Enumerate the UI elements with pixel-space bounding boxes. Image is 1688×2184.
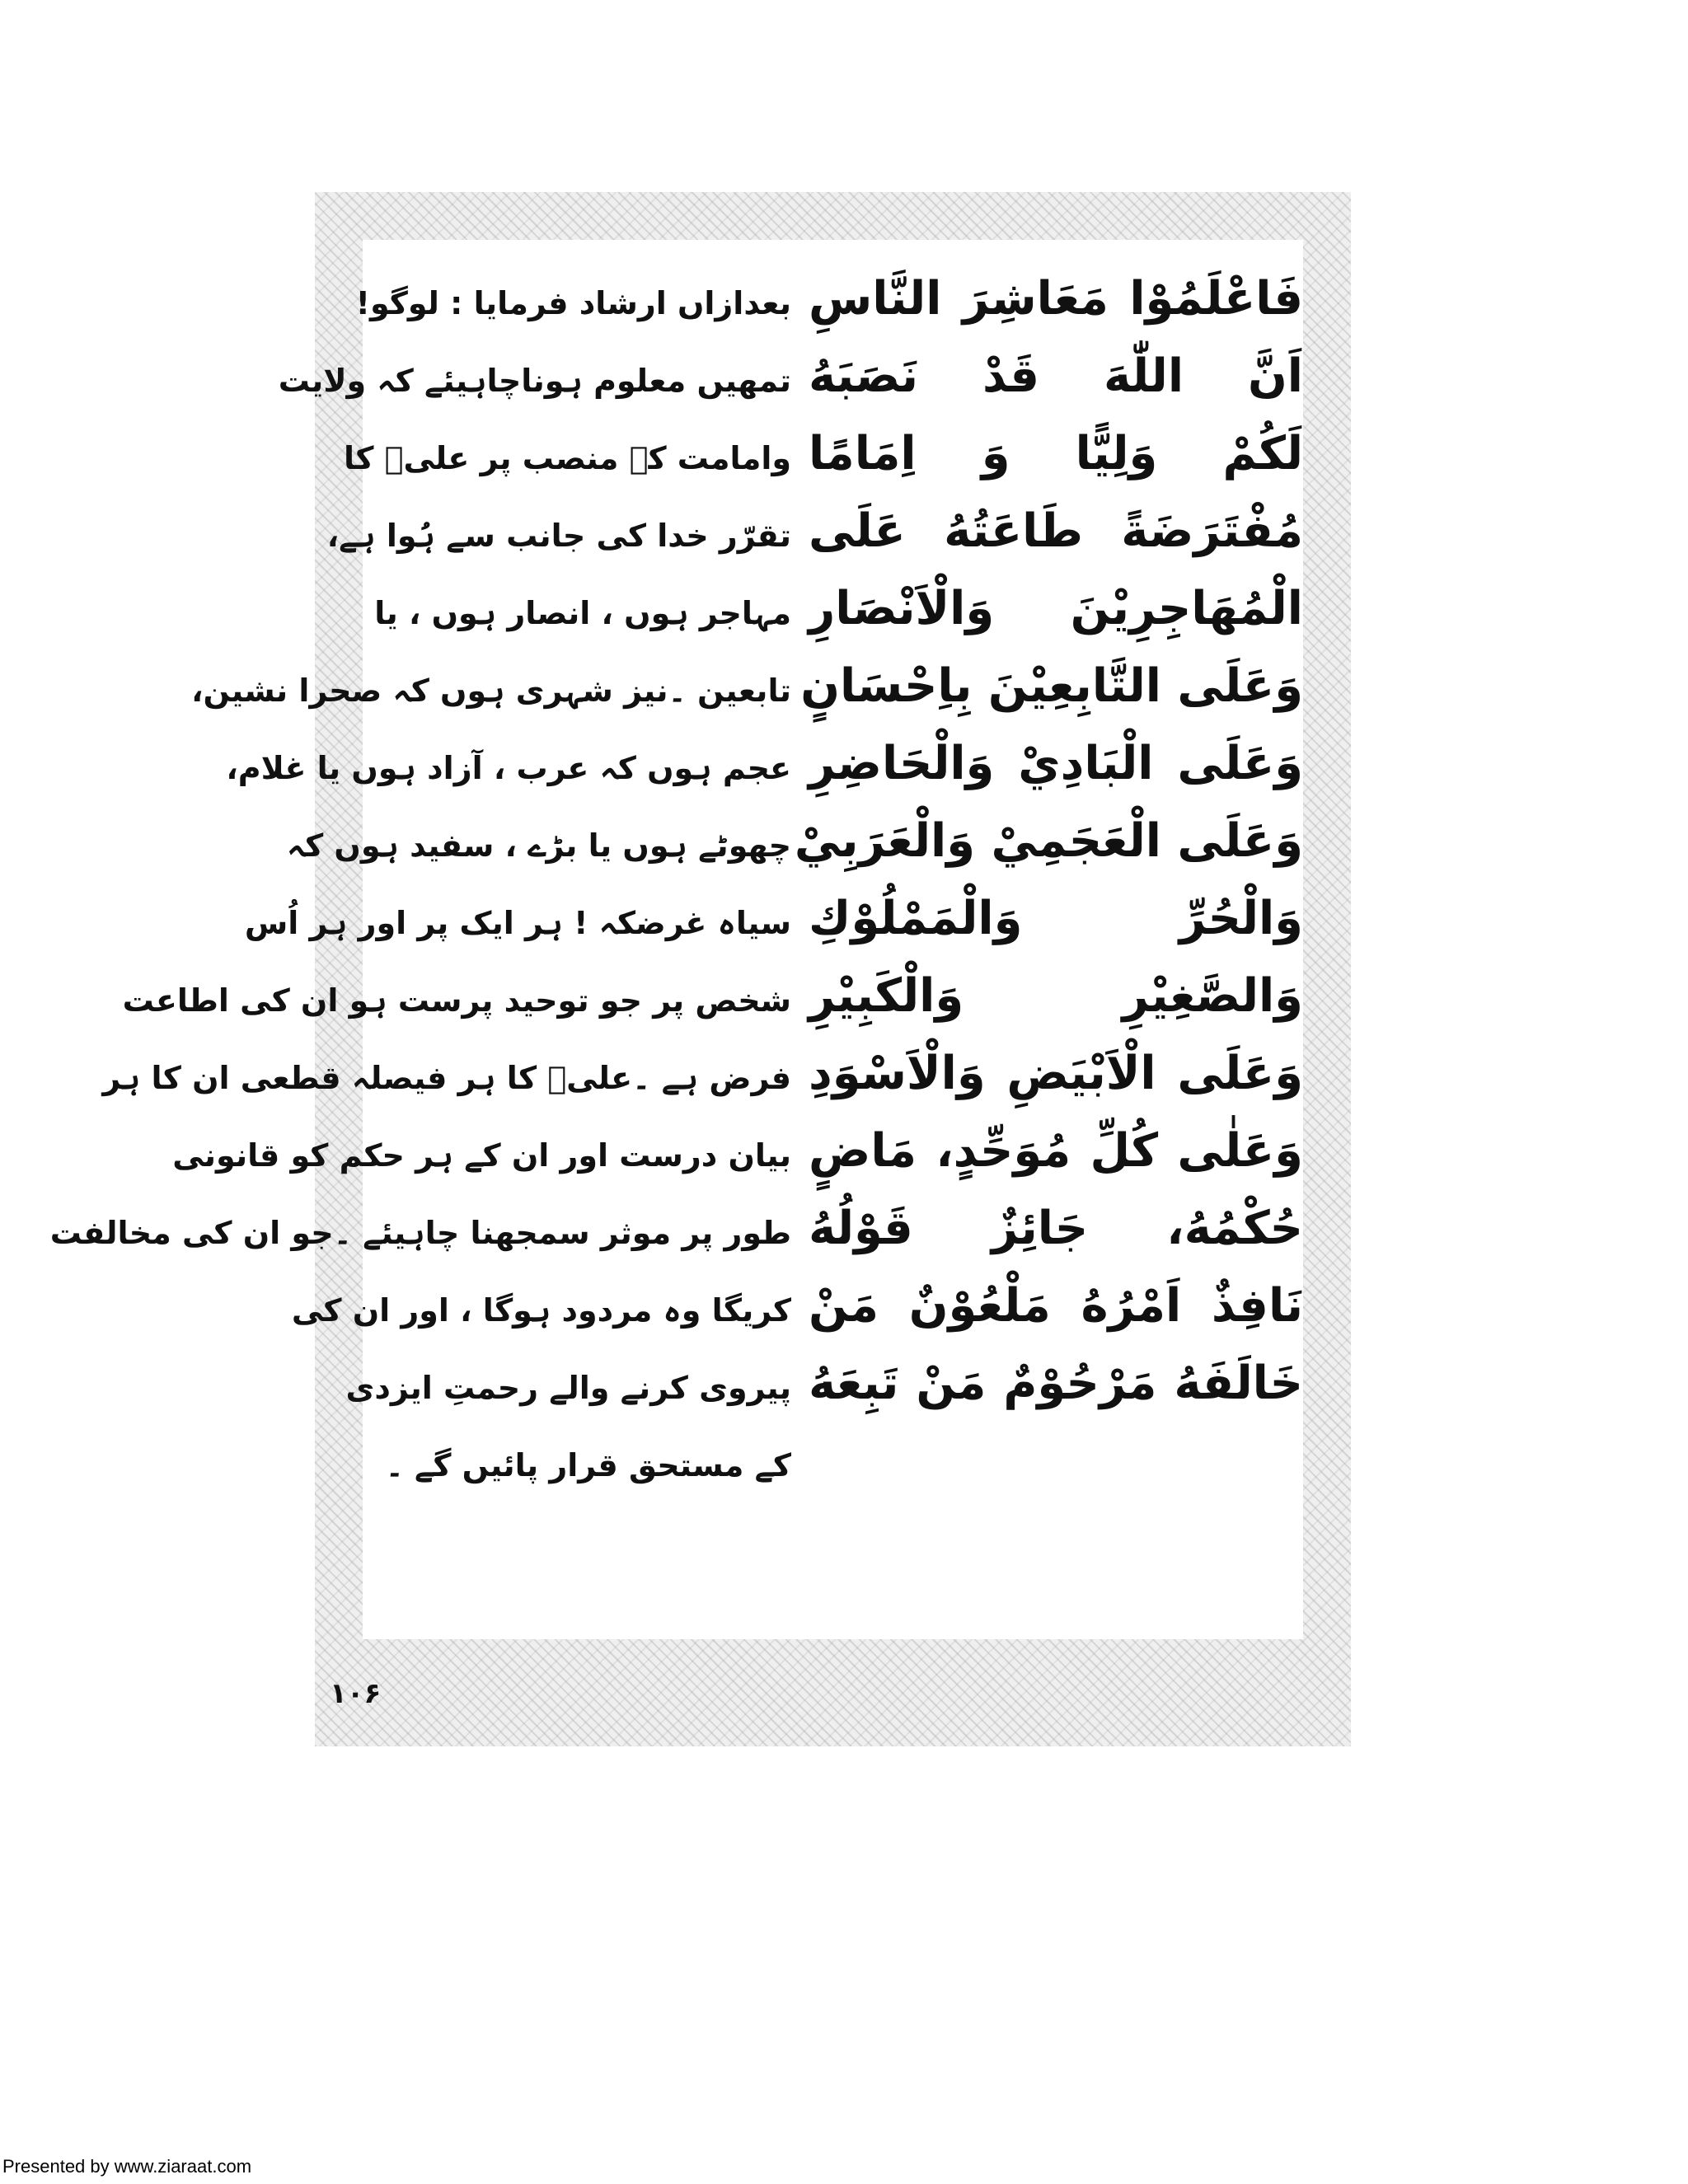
urdu-line: کریگا وہ مردود ہوگا ، اور ان کی [291, 1292, 791, 1329]
arabic-line: لَكُمْ وَلِيًّا وَ اِمَامًا [809, 427, 1303, 480]
urdu-line: چھوٹے ہوں یا بڑے ، سفید ہوں کہ [286, 827, 791, 864]
urdu-line: عجم ہوں کہ عرب ، آزاد ہوں یا غلام، [226, 750, 791, 786]
urdu-line: مہاجر ہوں ، انصار ہوں ، یا [374, 595, 791, 631]
urdu-line: بعدازاں ارشاد فرمایا : لوگو! [355, 285, 791, 321]
urdu-line: فرض ہے ۔علیؑ کا ہر فیصلہ قطعی ان کا ہر [102, 1060, 791, 1096]
urdu-line: تقرّر خدا کی جانب سے ہُوا ہے، [326, 518, 791, 554]
arabic-line: وَالصَّغِيْرِ وَالْكَبِيْرِ [809, 969, 1303, 1023]
arabic-line: وَعَلَى الْعَجَمِيْ وَالْعَرَبِيْ [794, 814, 1303, 868]
urdu-line: تابعین ۔نیز شہری ہوں کہ صحرا نشین، [191, 673, 791, 709]
arabic-line: وَعَلَى الْاَبْيَضِ وَالْاَسْوَدِ [809, 1047, 1303, 1100]
arabic-line: مُفْتَرَضَةً طَاعَتُهُ عَلَى [809, 504, 1303, 558]
arabic-line: الْمُهَاجِرِيْنَ وَالْاَنْصَارِ [809, 582, 1303, 635]
arabic-line: حُكْمُهُ، جَائِزٌ قَوْلُهُ [809, 1202, 1303, 1255]
urdu-line: سیاہ غرضکہ ! ہر ایک پر اور ہر اُس [244, 905, 791, 941]
urdu-line: وامامت کے منصب پر علیؑ کا [344, 440, 791, 476]
urdu-line: پیروی کرنے والے رحمتِ ایزدی [345, 1370, 791, 1406]
urdu-line: تمھیں معلوم ہوناچاہیئے کہ ولایت [278, 363, 791, 399]
urdu-line: طور پر موثر سمجھنا چاہیئے ۔جو ان کی مخالفت [49, 1215, 791, 1251]
page-text-area [49, 240, 1303, 1639]
page-number: ۱۰۶ [330, 1677, 382, 1710]
arabic-line: اَنَّ اللّٰهَ قَدْ نَصَبَهُ [809, 349, 1303, 403]
arabic-line: فَاعْلَمُوْا مَعَاشِرَ النَّاسِ [809, 272, 1303, 326]
arabic-line: وَعَلٰى كُلِّ مُوَحِّدٍ، مَاضٍ [809, 1124, 1303, 1178]
arabic-line: خَالَفَهُ مَرْحُوْمٌ مَنْ تَبِعَهُ [809, 1357, 1303, 1410]
urdu-line: کے مستحق قرار پائیں گے ۔ [385, 1447, 791, 1483]
urdu-line: شخص پر جو توحید پرست ہو ان کی اطاعت [122, 982, 791, 1019]
urdu-translation-column [49, 265, 791, 1504]
urdu-line: بیان درست اور ان کے ہر حکم کو قانونی [172, 1137, 791, 1174]
footer-credit: Presented by www.ziaraat.com [2, 2156, 252, 2177]
arabic-line: وَالْحُرِّ وَالْمَمْلُوْكِ [809, 892, 1303, 945]
arabic-text-column [794, 260, 1303, 1422]
scanned-book-page [49, 192, 1351, 1746]
arabic-line: نَافِذٌ اَمْرُهُ مَلْعُوْنٌ مَنْ [809, 1279, 1303, 1333]
arabic-line: وَعَلَى التَّابِعِيْنَ بِاِحْسَانٍ [800, 659, 1303, 713]
arabic-line: وَعَلَى الْبَادِيْ وَالْحَاضِرِ [809, 737, 1303, 790]
